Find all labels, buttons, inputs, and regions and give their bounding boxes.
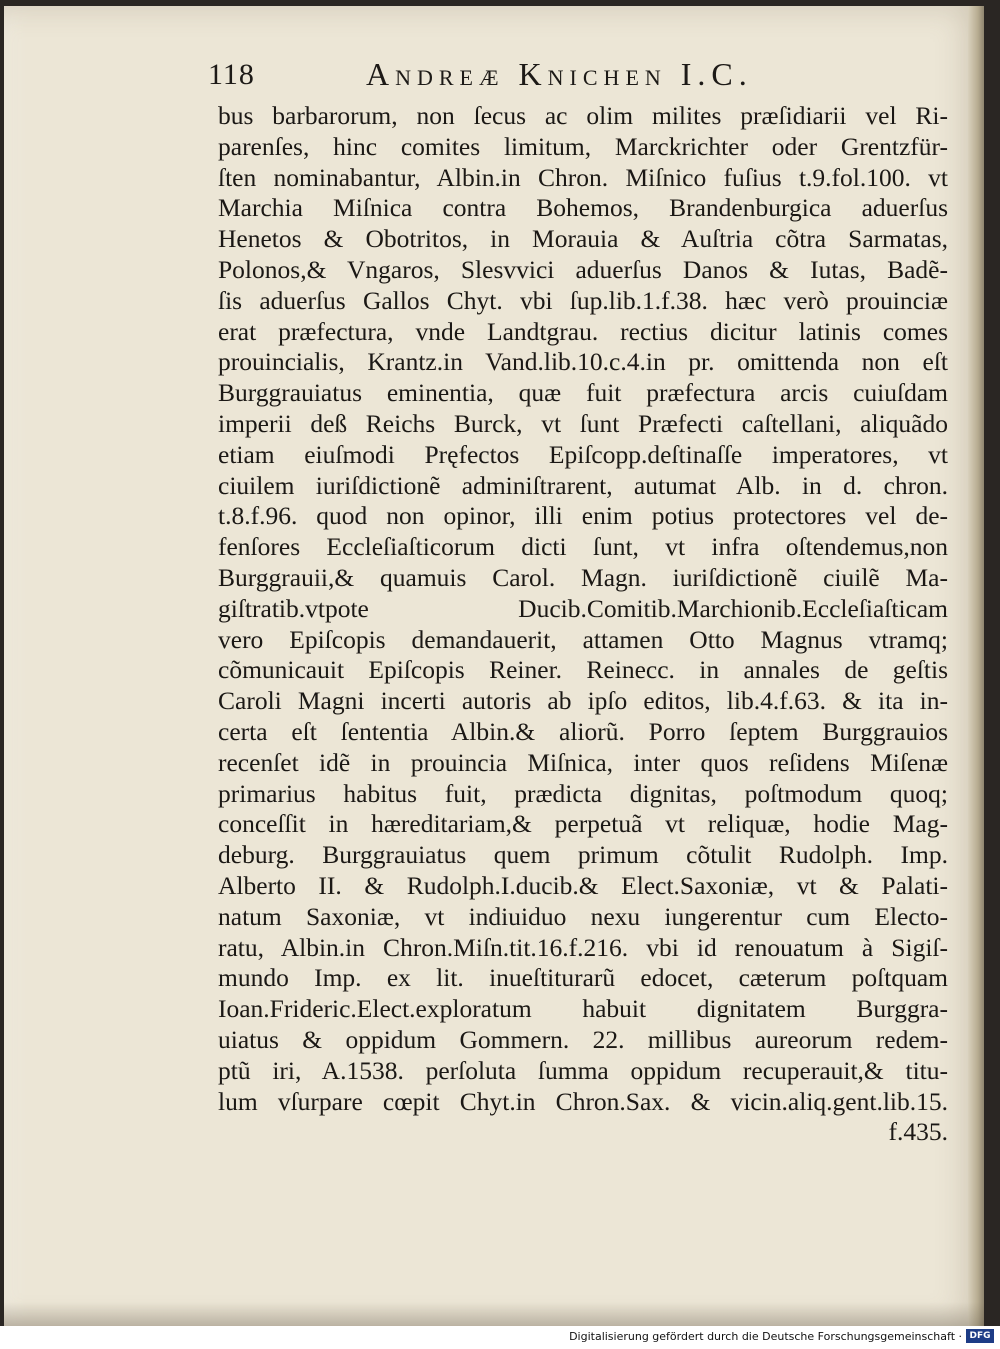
text-line: ciuilem iuriſdictionẽ adminiſtrarent, autumat Alb. in d. chron.	[218, 470, 948, 500]
text-line: bus barbarorum, non ſecus ac olim milites præſidiarii vel Ri-	[218, 101, 948, 130]
running-title: Andreæ Knichen I.C.	[366, 56, 753, 92]
text-line: vero Epiſcopis demandauerit, attamen Otto Magnus vtramq;	[218, 624, 948, 654]
text-line: Burggrauiatus eminentia, quæ fuit præfectura arcis cuiuſdam	[218, 378, 948, 408]
text-line: parenſes, hinc comites limitum, Marckrichter oder Grentzfür-	[218, 131, 948, 161]
text-line: mundo Imp. ex lit. inueſtiturarũ edocet, cæterum poſtquam	[218, 963, 948, 993]
text-line: fenſores Eccleſiaſticorum dicti ſunt, vt infra oſtendemus,non	[218, 532, 948, 562]
text-line: primarius habitus fuit, prædicta dignitas, poſtmodum quoq;	[218, 778, 948, 808]
text-line: Henetos & Obotritos, in Morauia & Auſtria cõtra Sarmatas,	[218, 224, 948, 254]
text-line: Burggrauii,& quamuis Carol. Magn. iuriſdictionẽ ciuilẽ Ma-	[218, 562, 948, 592]
text-line: t.8.f.96. quod non opinor, illi enim potius protectores vel de-	[218, 501, 948, 531]
dfg-logo: DFG	[966, 1329, 994, 1343]
text-line: conceſſit in hæreditariam,& perpetuã vt reliquæ, hodie Mag-	[218, 809, 948, 839]
body-text	[218, 101, 948, 1148]
text-line: Caroli Magni incerti autoris ab ipſo editos, lib.4.f.63. & ita in-	[218, 686, 948, 716]
text-line: uiatus & oppidum Gommern. 22. millibus aureorum redem-	[218, 1024, 948, 1054]
text-line: natum Saxoniæ, vt indiuiduo nexu iungerentur cum Electo-	[218, 901, 948, 931]
text-line: erat præfectura, vnde Landtgrau. rectius dicitur latinis comes	[218, 316, 948, 346]
text-line: imperii deß Reichs Burck, vt ſunt Præfecti caſtellani, aliquãdo	[218, 408, 948, 438]
text-line: ptũ iri, A.1538. perſoluta ſumma oppidum recuperauit,& titu-	[218, 1055, 948, 1085]
text-line: lum vſurpare cœpit Chyt.in Chron.Sax. & vicin.aliq.gent.lib.15.	[218, 1086, 948, 1116]
text-line: f.435.	[888, 1117, 948, 1147]
footer-bar	[0, 1326, 1000, 1349]
text-line: deburg. Burggrauiatus quem primum cõtulit Rudolph. Imp.	[218, 840, 948, 870]
page-header	[208, 56, 798, 100]
text-line: ſten nominabantur, Albin.in Chron. Miſnico fuſius t.9.fol.100. vt	[218, 162, 948, 192]
text-line: recenſet idẽ in prouincia Miſnica, inter quos reſidens Miſenæ	[218, 747, 948, 777]
text-line: etiam eiuſmodi Pręfectos Epiſcopp.deſtinaſſe imperatores, vt	[218, 439, 948, 469]
text-line: certa eſt ſententia Albin.& aliorũ. Porro ſeptem Burggrauios	[218, 716, 948, 746]
footer-credit: Digitalisierung gefördert durch die Deutsche Forschungsgemeinschaft ·	[569, 1330, 962, 1343]
text-line: cõmunicauit Epiſcopis Reiner. Reinecc. in annales de geſtis	[218, 655, 948, 685]
text-line: giſtratib.vtpote Ducib.Comitib.Marchionib.Eccleſiaſticam	[218, 593, 948, 623]
page-number: 118	[208, 58, 255, 91]
text-line: Marchia Miſnica contra Bohemos, Brandenburgica aduerſus	[218, 193, 948, 223]
text-line: ratu, Albin.in Chron.Miſn.tit.16.f.216. vbi id renouatum à Sigiſ-	[218, 932, 948, 962]
text-line: ſis aduerſus Gallos Chyt. vbi ſup.lib.1.f.38. hæc verò prouinciæ	[218, 285, 948, 315]
page-shadow	[4, 1302, 984, 1326]
text-line: Alberto II. & Rudolph.I.ducib.& Elect.Saxoniæ, vt & Palati-	[218, 870, 948, 900]
text-line: prouincialis, Krantz.in Vand.lib.10.c.4.in pr. omittenda non eſt	[218, 347, 948, 377]
text-line: Ioan.Frideric.Elect.exploratum habuit dignitatem Burggra-	[218, 994, 948, 1024]
text-line: Polonos,& Vngaros, Slesvvici aduerſus Danos & Iutas, Badẽ-	[218, 254, 948, 284]
page-edge	[968, 6, 984, 1326]
